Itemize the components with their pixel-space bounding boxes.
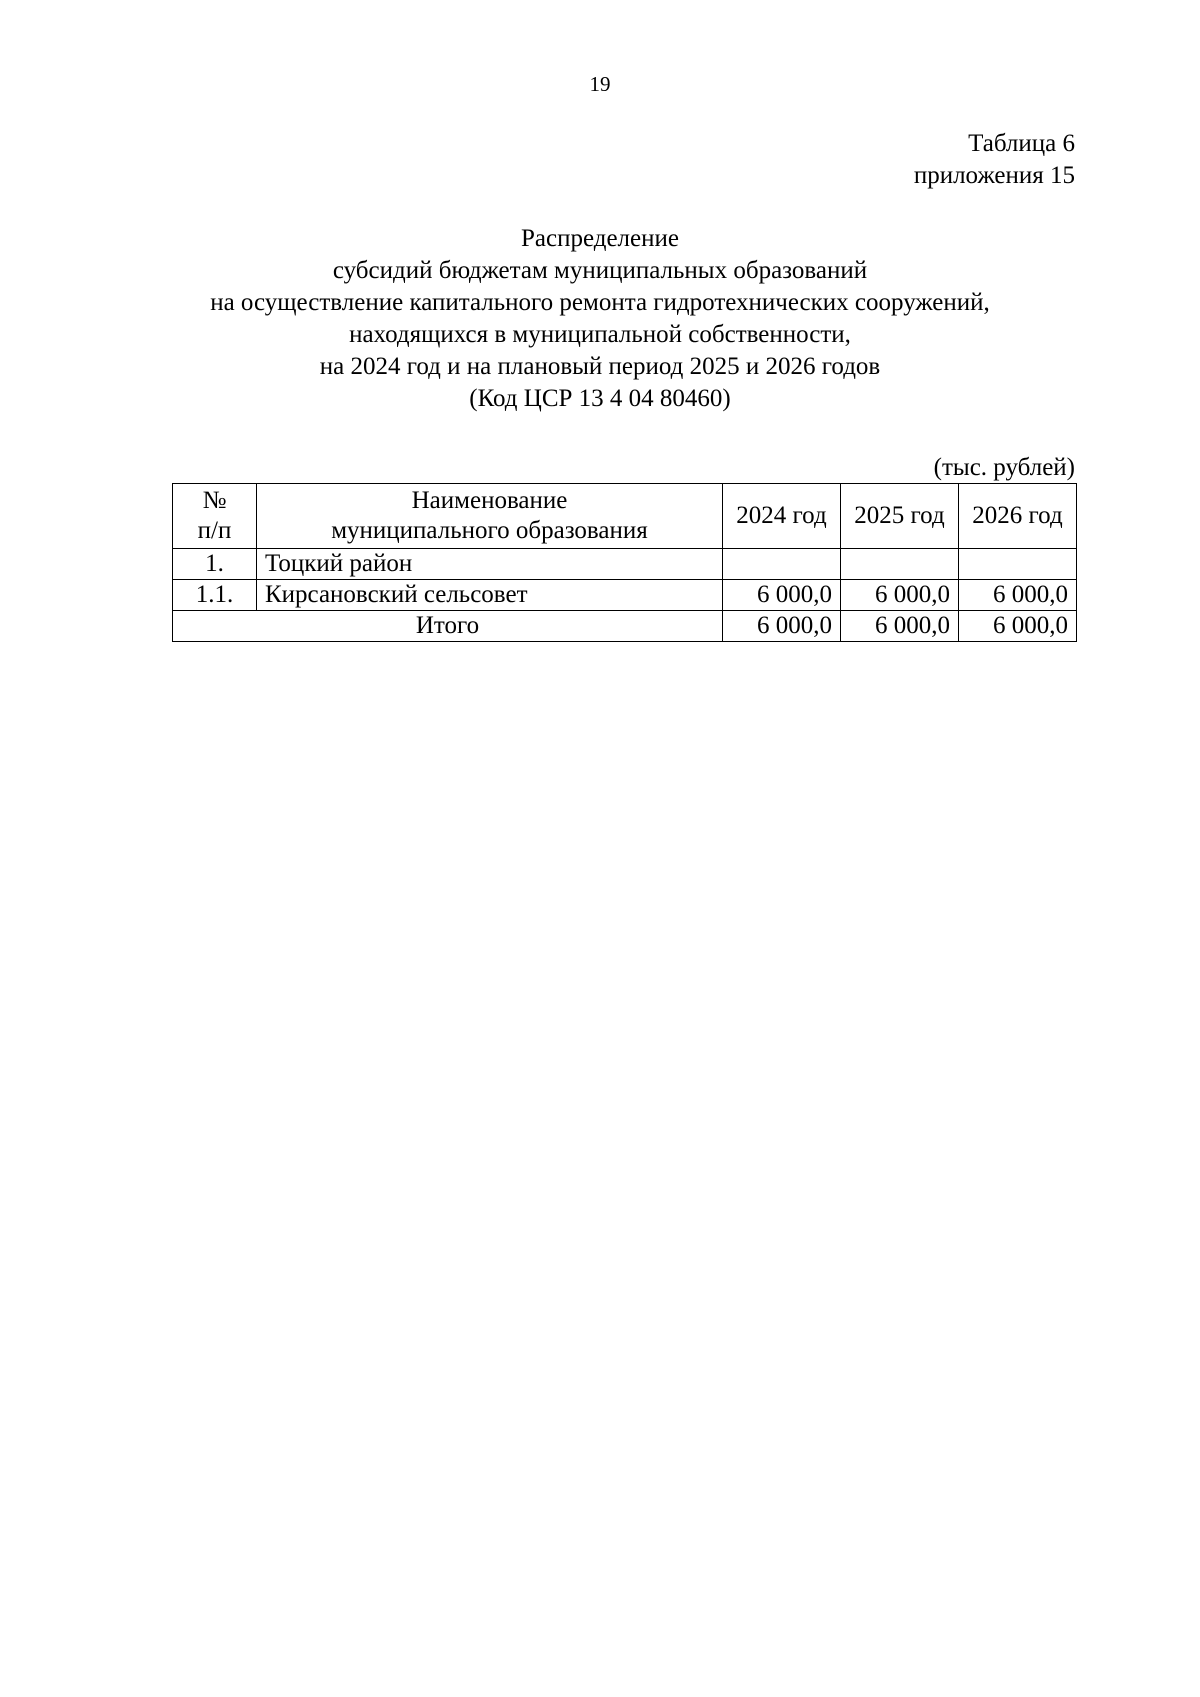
header-num-line1: № xyxy=(202,487,227,514)
title-line5: на 2024 год и на плановый период 2025 и 2026 годов xyxy=(319,353,881,380)
row-2024: 6 000,0 xyxy=(723,580,841,611)
total-label: Итого xyxy=(173,611,723,642)
total-2024: 6 000,0 xyxy=(723,611,841,642)
row-2025: 6 000,0 xyxy=(841,580,959,611)
header-name-line2: муниципального образования xyxy=(331,517,648,544)
header-2024: 2024 год xyxy=(723,484,841,549)
header-name xyxy=(257,484,723,549)
table-row xyxy=(173,549,1077,580)
title-line6: (Код ЦСР 13 4 04 80460) xyxy=(469,385,731,412)
row-num: 1. xyxy=(173,549,257,580)
document-title xyxy=(0,223,1200,415)
table-total-row xyxy=(173,611,1077,642)
row-name: Тоцкий район xyxy=(257,549,723,580)
table-header-row xyxy=(173,484,1077,549)
row-name: Кирсановский сельсовет xyxy=(257,580,723,611)
row-num: 1.1. xyxy=(173,580,257,611)
table-reference xyxy=(914,128,1075,192)
header-num xyxy=(173,484,257,549)
row-2026 xyxy=(959,549,1077,580)
header-2025: 2025 год xyxy=(841,484,959,549)
title-line3: на осуществление капитального ремонта гидротехнических сооружений, xyxy=(210,289,990,316)
table-row xyxy=(173,580,1077,611)
title-line1: Распределение xyxy=(521,225,679,252)
row-2026: 6 000,0 xyxy=(959,580,1077,611)
table-reference-line2: приложения 15 xyxy=(913,162,1075,189)
total-2026: 6 000,0 xyxy=(959,611,1077,642)
table-reference-line1: Таблица 6 xyxy=(968,130,1075,157)
title-line4: находящихся в муниципальной собственности, xyxy=(349,321,851,348)
subsidy-table xyxy=(172,483,1077,642)
total-2025: 6 000,0 xyxy=(841,611,959,642)
header-name-line1: Наименование xyxy=(411,487,568,514)
title-line2: субсидий бюджетам муниципальных образований xyxy=(332,257,868,284)
units-label: (тыс. рублей) xyxy=(933,454,1075,481)
row-2025 xyxy=(841,549,959,580)
row-2024 xyxy=(723,549,841,580)
header-num-line2: п/п xyxy=(197,517,232,544)
page-number: 19 xyxy=(589,72,611,96)
header-2026: 2026 год xyxy=(959,484,1077,549)
